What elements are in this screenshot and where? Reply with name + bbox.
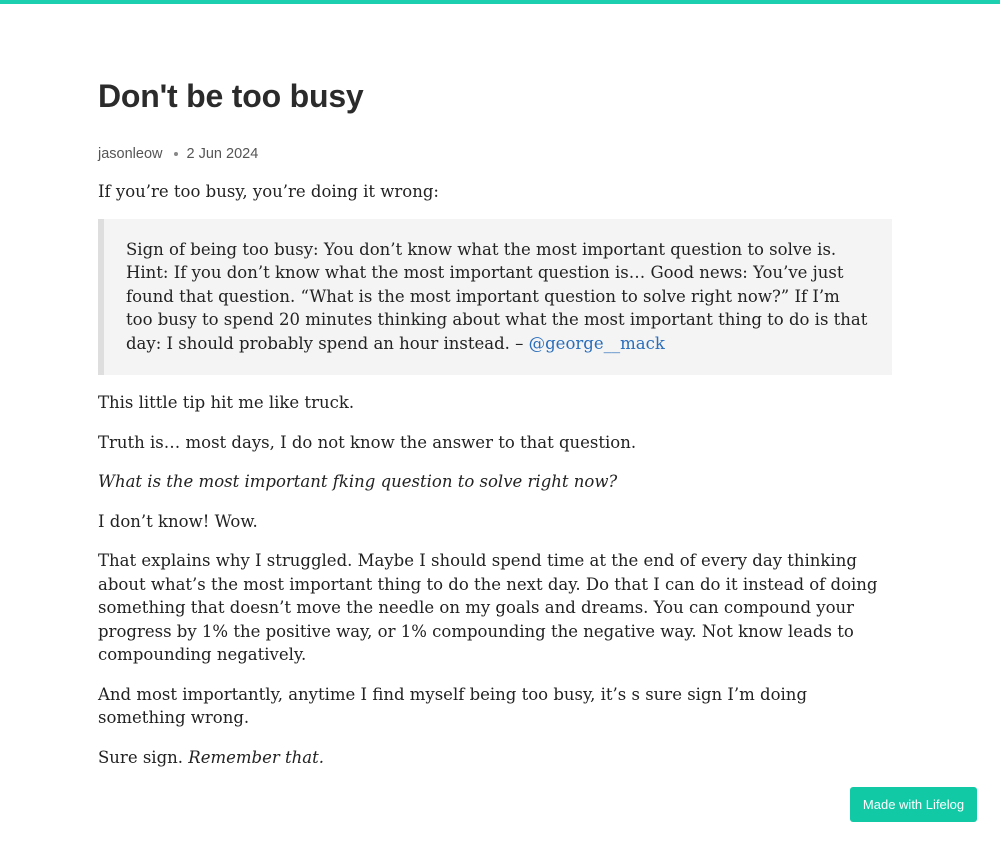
paragraph-intro: If you’re too busy, you’re doing it wrong: — [98, 182, 439, 201]
paragraph-1: This little tip hit me like truck. — [98, 393, 355, 412]
paragraph-2: Truth is… most days, I do not know the answer to that question. — [98, 432, 637, 452]
blockquote — [98, 219, 892, 376]
made-with-lifelog-button[interactable]: Made with Lifelog — [850, 787, 977, 822]
closing-plain-text: Sure sign. — [98, 747, 189, 767]
quote-text: Sign of being too busy: You don’t know what the most important question to solve is. Hint: If you don’t know what the most important question is… Good news: You’ve just found that question. “What is the most important question to solve right now?” If I’m too busy to spend 20 minutes thinking about what the most important thing to do is that day: I should probably spend an hour instead. – — [126, 239, 868, 353]
paragraph-closing — [98, 746, 892, 770]
paragraph-6: And most importantly, anytime I find myself being too busy, it’s s sure sign I’m doing something wrong. — [98, 684, 808, 727]
post-body — [98, 180, 892, 769]
post-meta — [98, 144, 892, 164]
closing-italic-text: Remember that. — [188, 747, 324, 767]
george-mack-link[interactable]: @george__mack — [528, 333, 665, 353]
paragraph-question: What is the most important fking question to solve right now? — [98, 472, 618, 491]
paragraph-4: I don’t know! Wow. — [98, 511, 258, 531]
paragraph-5: That explains why I struggled. Maybe I should spend time at the end of every day thinking about what’s the most important thing to do the next day. Do that I can do it instead of doing something that doesn’t move the needle on my goals and dreams. You can compound your progress by 1% the positive way, or 1% compounding the negative way. Not know leads to compounding negatively. — [98, 551, 878, 664]
post-date: 2 Jun 2024 — [186, 146, 259, 162]
post-title: Don't be too busy — [98, 78, 364, 114]
top-accent-bar — [0, 0, 1000, 4]
author-link[interactable]: jasonleow — [98, 146, 163, 162]
meta-separator-dot — [174, 152, 178, 156]
post-article — [98, 74, 892, 769]
